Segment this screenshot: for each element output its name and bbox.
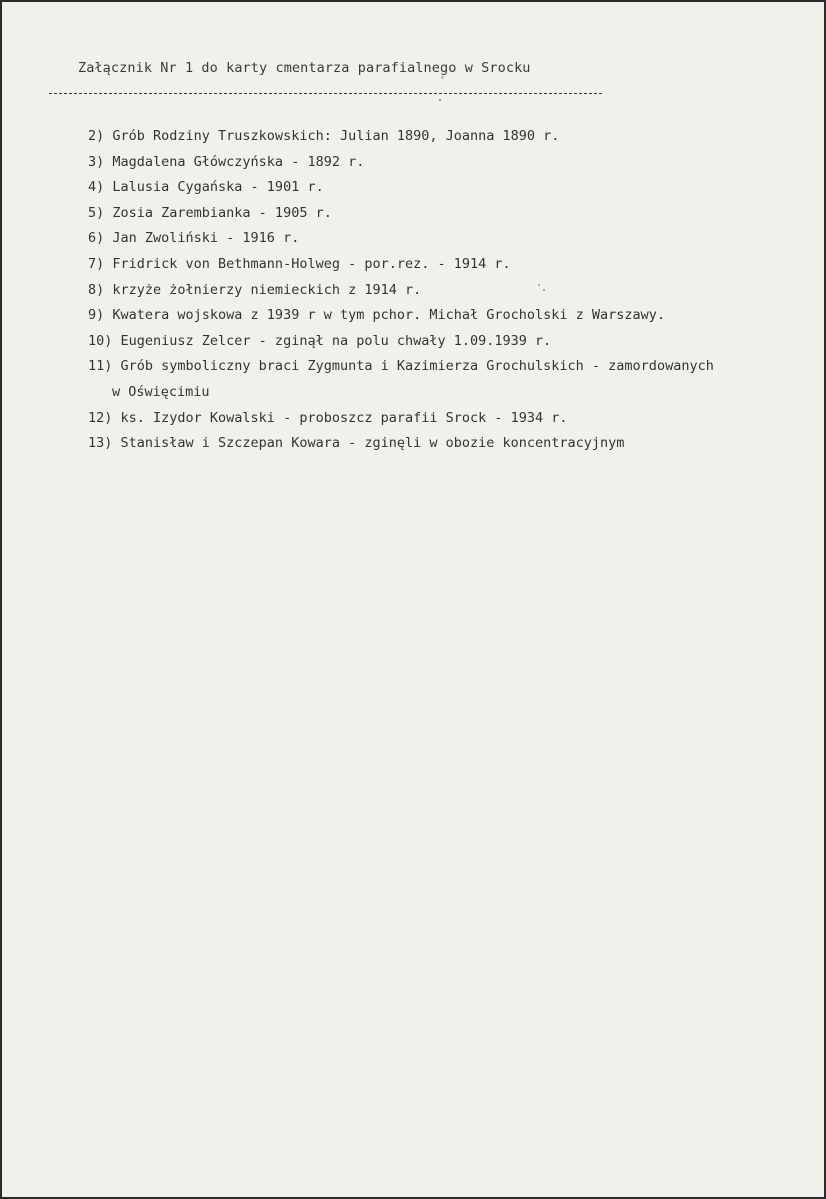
- paper-speck: [543, 289, 545, 291]
- entry-line: 8) krzyże żołnierzy niemieckich z 1914 r.: [88, 281, 422, 298]
- entry-line: 9) Kwatera wojskowa z 1939 r w tym pchor. Michał Grocholski z Warszawy.: [88, 307, 666, 324]
- grave-list: [88, 124, 768, 457]
- paper-speck: [439, 99, 441, 101]
- document-page: [2, 2, 824, 1197]
- list-item: [88, 406, 768, 432]
- list-item: [88, 175, 768, 201]
- list-item: [88, 329, 768, 355]
- entry-line: 12) ks. Izydor Kowalski - proboszcz parafii Srock - 1934 r.: [88, 409, 568, 426]
- list-item: [88, 303, 768, 329]
- entry-line: 5) Zosia Zarembianka - 1905 r.: [88, 204, 332, 221]
- entry-line: 13) Stanisław i Szczepan Kowara - zginęli w obozie koncentracyjnym: [88, 435, 625, 452]
- list-item: [88, 226, 768, 252]
- list-item: [88, 354, 768, 405]
- list-item: [88, 124, 768, 150]
- document-header: Załącznik Nr 1 do karty cmentarza parafialnego w Srocku: [78, 60, 531, 76]
- paper-speck: [441, 76, 444, 79]
- entry-line: 10) Eugeniusz Zelcer - zginął na polu chwały 1.09.1939 r.: [88, 332, 552, 349]
- list-item: [88, 252, 768, 278]
- entry-line: 4) Lalusia Cygańska - 1901 r.: [88, 179, 324, 196]
- entry-line: 6) Jan Zwoliński - 1916 r.: [88, 230, 300, 247]
- entry-continuation-line: w Oświęcimiu: [112, 383, 210, 400]
- entry-line: 3) Magdalena Główczyńska - 1892 r.: [88, 153, 365, 170]
- list-item: [88, 431, 768, 457]
- header-divider: [49, 93, 602, 94]
- list-item: [88, 150, 768, 176]
- entry-line: 2) Grób Rodziny Truszkowskich: Julian 1890, Joanna 1890 r.: [88, 128, 560, 144]
- list-item: [88, 278, 768, 304]
- entry-line: 11) Grób symboliczny braci Zygmunta i Kazimierza Grochulskich - zamordowanych: [88, 358, 714, 375]
- paper-speck: [538, 284, 540, 286]
- list-item: [88, 201, 768, 227]
- entry-line: 7) Fridrick von Bethmann-Holweg - por.rez. - 1914 r.: [88, 255, 511, 272]
